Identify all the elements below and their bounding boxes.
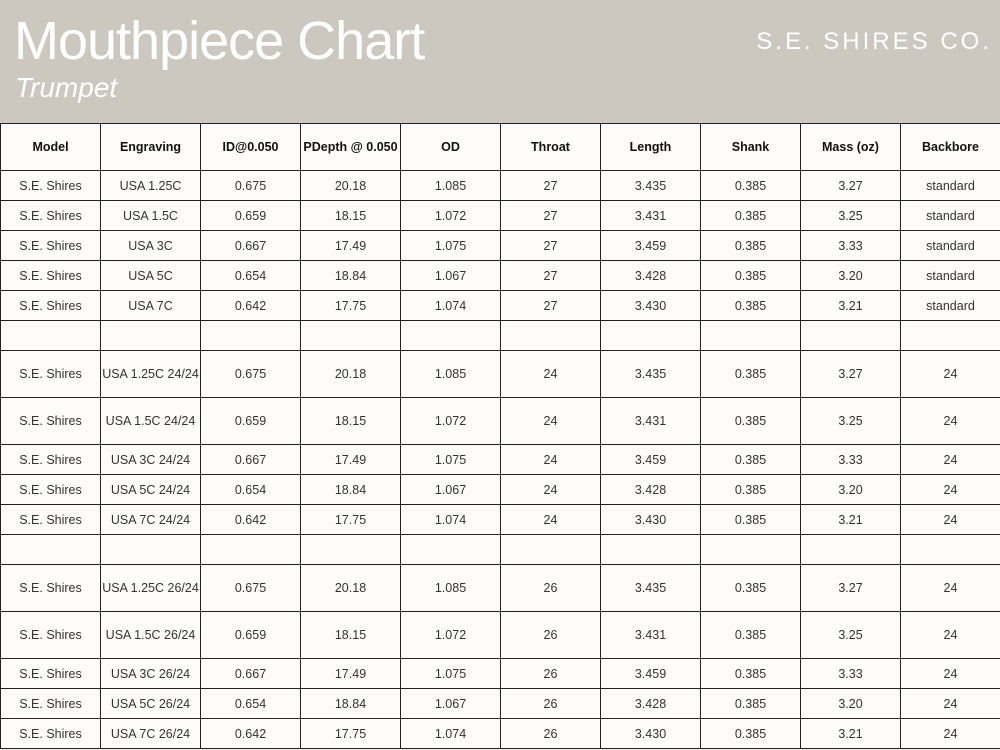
header-banner — [0, 0, 1000, 123]
table-cell: 3.25 — [801, 201, 901, 231]
empty-cell — [701, 535, 801, 565]
table-cell: 1.085 — [401, 565, 501, 612]
table-cell: 3.33 — [801, 445, 901, 475]
table-cell: 1.075 — [401, 445, 501, 475]
table-cell: S.E. Shires — [1, 565, 101, 612]
column-header: ID@0.050 — [201, 124, 301, 171]
table-cell: 3.33 — [801, 231, 901, 261]
table-row — [1, 475, 1000, 505]
table-cell: S.E. Shires — [1, 659, 101, 689]
table-cell: 0.385 — [701, 231, 801, 261]
table-cell: 0.667 — [201, 231, 301, 261]
table-cell: 24 — [901, 689, 1000, 719]
column-header: Engraving — [101, 124, 201, 171]
column-header: Shank — [701, 124, 801, 171]
table-cell: 24 — [901, 659, 1000, 689]
table-row — [1, 261, 1000, 291]
table-cell: 27 — [501, 261, 601, 291]
spacer-row — [1, 535, 1000, 565]
table-cell: 0.642 — [201, 719, 301, 749]
table-cell: USA 1.5C 26/24 — [101, 612, 201, 659]
table-cell: 1.072 — [401, 201, 501, 231]
table-cell: 3.459 — [601, 445, 701, 475]
table-cell: 3.33 — [801, 659, 901, 689]
table-cell: 3.428 — [601, 689, 701, 719]
table-cell: 3.431 — [601, 398, 701, 445]
empty-cell — [601, 321, 701, 351]
table-row — [1, 719, 1000, 749]
empty-cell — [601, 535, 701, 565]
table-cell: 24 — [901, 565, 1000, 612]
table-cell: 24 — [901, 612, 1000, 659]
table-cell: 0.675 — [201, 565, 301, 612]
table-cell: 3.459 — [601, 659, 701, 689]
empty-cell — [801, 535, 901, 565]
table-cell: S.E. Shires — [1, 201, 101, 231]
table-cell: 0.667 — [201, 445, 301, 475]
table-cell: 0.654 — [201, 689, 301, 719]
empty-cell — [501, 321, 601, 351]
table-cell: USA 7C 26/24 — [101, 719, 201, 749]
table-cell: 3.27 — [801, 565, 901, 612]
table-cell: USA 7C 24/24 — [101, 505, 201, 535]
empty-cell — [101, 535, 201, 565]
table-cell: 24 — [501, 398, 601, 445]
table-row — [1, 201, 1000, 231]
table-cell: 1.072 — [401, 612, 501, 659]
table-cell: S.E. Shires — [1, 231, 101, 261]
table-cell: 26 — [501, 689, 601, 719]
table-cell: 27 — [501, 171, 601, 201]
table-cell: 1.074 — [401, 505, 501, 535]
table-cell: 27 — [501, 231, 601, 261]
table-cell: standard — [901, 261, 1000, 291]
table-cell: 0.385 — [701, 261, 801, 291]
table-cell: 3.431 — [601, 612, 701, 659]
brand-logo: S.E. SHIRES CO. — [756, 28, 992, 55]
table-cell: 20.18 — [301, 351, 401, 398]
table-cell: 0.385 — [701, 445, 801, 475]
table-cell: 26 — [501, 565, 601, 612]
table-cell: 3.435 — [601, 565, 701, 612]
table-cell: standard — [901, 201, 1000, 231]
empty-cell — [401, 321, 501, 351]
table-cell: standard — [901, 291, 1000, 321]
table-cell: 0.654 — [201, 475, 301, 505]
table-cell: 26 — [501, 719, 601, 749]
table-cell: 18.15 — [301, 612, 401, 659]
table-cell: 0.385 — [701, 201, 801, 231]
table-cell: 0.642 — [201, 291, 301, 321]
table-cell: 0.385 — [701, 475, 801, 505]
table-cell: 3.21 — [801, 505, 901, 535]
page-subtitle: Trumpet — [15, 72, 118, 103]
table-cell: USA 1.25C — [101, 171, 201, 201]
empty-cell — [901, 535, 1000, 565]
table-cell: 3.428 — [601, 261, 701, 291]
empty-cell — [101, 321, 201, 351]
table-cell: 3.430 — [601, 719, 701, 749]
empty-cell — [1, 321, 101, 351]
table-cell: 17.75 — [301, 719, 401, 749]
empty-cell — [701, 321, 801, 351]
mouthpiece-table — [0, 123, 1000, 749]
column-header: Backbore — [901, 124, 1000, 171]
table-row — [1, 398, 1000, 445]
table-cell: USA 1.25C 24/24 — [101, 351, 201, 398]
empty-cell — [801, 321, 901, 351]
empty-cell — [401, 535, 501, 565]
table-cell: USA 3C 24/24 — [101, 445, 201, 475]
empty-cell — [201, 535, 301, 565]
empty-cell — [201, 321, 301, 351]
column-header: Throat — [501, 124, 601, 171]
table-cell: S.E. Shires — [1, 171, 101, 201]
table-cell: 1.074 — [401, 719, 501, 749]
table-cell: 24 — [501, 351, 601, 398]
table-row — [1, 612, 1000, 659]
table-cell: 17.49 — [301, 231, 401, 261]
table-cell: 27 — [501, 201, 601, 231]
table-cell: 3.20 — [801, 261, 901, 291]
table-cell: USA 5C — [101, 261, 201, 291]
table-cell: S.E. Shires — [1, 689, 101, 719]
table-cell: 3.25 — [801, 612, 901, 659]
table-cell: 3.27 — [801, 171, 901, 201]
table-cell: 1.074 — [401, 291, 501, 321]
column-header: Length — [601, 124, 701, 171]
table-cell: 3.21 — [801, 291, 901, 321]
table-cell: 0.659 — [201, 398, 301, 445]
table-cell: 24 — [501, 475, 601, 505]
table-cell: 1.085 — [401, 171, 501, 201]
table-cell: 24 — [901, 398, 1000, 445]
table-cell: S.E. Shires — [1, 505, 101, 535]
empty-cell — [501, 535, 601, 565]
table-cell: 0.659 — [201, 201, 301, 231]
table-row — [1, 445, 1000, 475]
table-cell: 1.067 — [401, 689, 501, 719]
spacer-row — [1, 321, 1000, 351]
table-cell: 0.385 — [701, 565, 801, 612]
table-cell: USA 3C — [101, 231, 201, 261]
table-cell: 1.072 — [401, 398, 501, 445]
table-cell: 1.067 — [401, 261, 501, 291]
table-cell: 24 — [901, 475, 1000, 505]
table-row — [1, 291, 1000, 321]
table-cell: 1.075 — [401, 659, 501, 689]
table-cell: 24 — [901, 505, 1000, 535]
table-cell: 18.84 — [301, 261, 401, 291]
table-header-row — [1, 124, 1000, 171]
table-row — [1, 171, 1000, 201]
table-row — [1, 231, 1000, 261]
table-row — [1, 565, 1000, 612]
table-cell: 24 — [901, 351, 1000, 398]
table-cell: 0.385 — [701, 659, 801, 689]
table-cell: USA 5C 24/24 — [101, 475, 201, 505]
table-cell: 3.430 — [601, 291, 701, 321]
empty-cell — [1, 535, 101, 565]
table-cell: S.E. Shires — [1, 291, 101, 321]
table-cell: S.E. Shires — [1, 398, 101, 445]
empty-cell — [301, 535, 401, 565]
table-cell: 20.18 — [301, 171, 401, 201]
table-cell: 3.435 — [601, 171, 701, 201]
table-cell: S.E. Shires — [1, 351, 101, 398]
table-cell: 0.659 — [201, 612, 301, 659]
table-cell: standard — [901, 171, 1000, 201]
column-header: OD — [401, 124, 501, 171]
table-cell: 17.75 — [301, 505, 401, 535]
table-cell: USA 5C 26/24 — [101, 689, 201, 719]
table-cell: 0.385 — [701, 171, 801, 201]
table-cell: USA 1.5C — [101, 201, 201, 231]
table-row — [1, 505, 1000, 535]
table-cell: 0.675 — [201, 351, 301, 398]
table-cell: 3.25 — [801, 398, 901, 445]
table-cell: USA 3C 26/24 — [101, 659, 201, 689]
table-cell: USA 7C — [101, 291, 201, 321]
table-cell: S.E. Shires — [1, 445, 101, 475]
table-cell: 18.15 — [301, 201, 401, 231]
table-cell: 0.385 — [701, 612, 801, 659]
table-cell: 0.385 — [701, 505, 801, 535]
table-cell: 27 — [501, 291, 601, 321]
table-cell: USA 1.25C 26/24 — [101, 565, 201, 612]
table-cell: 3.459 — [601, 231, 701, 261]
table-cell: 18.84 — [301, 689, 401, 719]
table-cell: 0.385 — [701, 719, 801, 749]
table-cell: USA 1.5C 24/24 — [101, 398, 201, 445]
table-cell: 0.675 — [201, 171, 301, 201]
table-cell: 3.20 — [801, 475, 901, 505]
column-header: PDepth @ 0.050 — [301, 124, 401, 171]
table-cell: 18.84 — [301, 475, 401, 505]
table-cell: 17.49 — [301, 659, 401, 689]
table-row — [1, 351, 1000, 398]
table-cell: 3.430 — [601, 505, 701, 535]
table-cell: 3.21 — [801, 719, 901, 749]
table-cell: 24 — [501, 445, 601, 475]
table-cell: 0.385 — [701, 351, 801, 398]
table-cell: 24 — [901, 445, 1000, 475]
table-cell: 3.435 — [601, 351, 701, 398]
table-cell: 18.15 — [301, 398, 401, 445]
table-cell: 0.642 — [201, 505, 301, 535]
table-cell: 1.075 — [401, 231, 501, 261]
table-cell: 0.667 — [201, 659, 301, 689]
table-cell: 0.385 — [701, 398, 801, 445]
table-cell: 26 — [501, 659, 601, 689]
table-cell: 3.27 — [801, 351, 901, 398]
table-cell: 24 — [501, 505, 601, 535]
table-cell: 1.067 — [401, 475, 501, 505]
empty-cell — [901, 321, 1000, 351]
table-cell: 0.385 — [701, 689, 801, 719]
table-row — [1, 659, 1000, 689]
table-cell: 0.654 — [201, 261, 301, 291]
column-header: Model — [1, 124, 101, 171]
table-cell: 1.085 — [401, 351, 501, 398]
table-cell: 3.431 — [601, 201, 701, 231]
table-cell: S.E. Shires — [1, 612, 101, 659]
column-header: Mass (oz) — [801, 124, 901, 171]
table-row — [1, 689, 1000, 719]
table-cell: 24 — [901, 719, 1000, 749]
table-cell: standard — [901, 231, 1000, 261]
table-cell: S.E. Shires — [1, 719, 101, 749]
table-cell: 17.49 — [301, 445, 401, 475]
table-cell: 26 — [501, 612, 601, 659]
table-cell: 3.20 — [801, 689, 901, 719]
empty-cell — [301, 321, 401, 351]
table-cell: 17.75 — [301, 291, 401, 321]
table-cell: 20.18 — [301, 565, 401, 612]
page-title: Mouthpiece Chart — [14, 11, 425, 71]
table-cell: 3.428 — [601, 475, 701, 505]
table-cell: S.E. Shires — [1, 261, 101, 291]
table-cell: 0.385 — [701, 291, 801, 321]
table-cell: S.E. Shires — [1, 475, 101, 505]
